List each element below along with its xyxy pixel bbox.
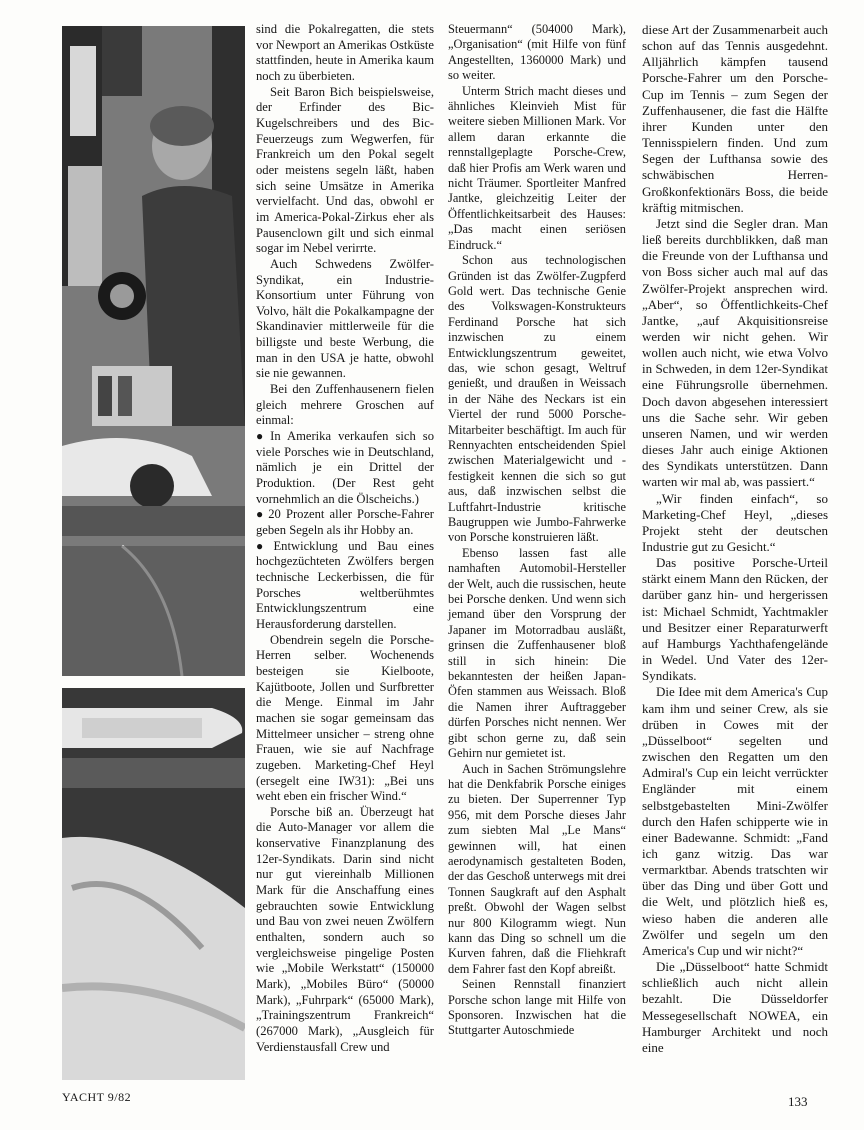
bullet-icon: ● bbox=[256, 538, 271, 553]
paragraph bbox=[448, 253, 626, 546]
paragraph-text: sind die Pokalregatten, die stets vor Newport an Amerikas Ostküste stattfinden, heute in Amerika kaum noch zu überbieten. bbox=[256, 22, 434, 83]
paragraph bbox=[642, 684, 828, 959]
paragraph-text: Auch in Sachen Strömungslehre hat die Denkfabrik Porsche einiges zu bieten. Der Superrenner Typ 956, mit dem Porsche dieses Jahr zum siebten Mal „Le Mans“ gewinnen will, hat einen aerodynamisch gestalteten Boden, der das Geschoß unterwegs mit drei Tonnen Saugkraft auf den Asphalt preßt. Obwohl der Wagen selbst nur 800 Kilogramm wiegt. Nun kann das Ding so schnell um die Kurven fahren, daß die Fliehkraft dem Fahrer fast den Kopf abreißt. bbox=[448, 761, 626, 976]
continued-paragraph bbox=[256, 22, 434, 85]
article-column-2 bbox=[448, 22, 626, 1039]
paragraph-text: Auch Schwedens Zwölfer-Syndikat, ein Industrie-Konsortium unter Führung von Volvo, hält die Pokalkampagne der Skandinavier mittlerweile für die billigste und beste Werbung, die man in den USA je hatte, obwohl sie nie gewannen. bbox=[256, 256, 434, 381]
paragraph-text: Obendrein segeln die Porsche-Herren selber. Wochenends besteigen sie Kielboote, Kajütboote, Jollen und Surfbretter die Menge. Einmal im Jahr machen sie sogar gemeinsam das Mittelmeer unsicher – streng ohne Frauen, wie sie auf Nachfrage zugeben. Marketing-Chef Heyl (ersegelt eine IW31): „Bei uns weht eben ein frischer Wind.“ bbox=[256, 632, 434, 804]
paragraph-text: Seinen Rennstall finanziert Porsche schon lange mit Hilfe von Sponsoren. Inzwischen hat die Stuttgarter Autoschmiede bbox=[448, 977, 626, 1038]
bullet-item bbox=[256, 507, 434, 538]
issue-label: YACHT 9/82 bbox=[62, 1090, 132, 1104]
workshop-photo bbox=[62, 26, 245, 676]
paragraph-text: Die „Düsselboot“ hatte Schmidt schließlich auch nicht allein bezahlt. Die Düsseldorfer Messegesellschaft NOWEA, ein Hamburger Architekt und noch eine bbox=[642, 959, 828, 1055]
continued-paragraph bbox=[642, 22, 828, 216]
paragraph-text: Porsche biß an. Überzeugt hat die Auto-Manager vor allem die konservative Finanzplanung des 12er-Syndikats. Darin sind nicht nur gut viereinhalb Millionen Mark für die Anschaffung eines gebrauchten sowie Entwicklung und Bau von zwei neuen Zwölfern enthalten, sondern auch so vergleichsweise pingelige Posten wie „Mobile Werkstatt“ (150000 Mark), „Mobiles Büro“ (50000 Mark), „Fuhrpark“ (65000 Mark), „Trainingszentrum Frankreich“ (267000 Mark), „Ausgleich für Verdienstausfall Crew und bbox=[256, 804, 434, 1054]
paragraph-text: In Amerika verkaufen sich so viele Porsches wie in Deutschland, nämlich je ein Drittel der Produktion. (Der Rest geht vornehmlich an die Ölscheichs.) bbox=[256, 429, 435, 506]
paragraph bbox=[642, 959, 828, 1056]
page-number: 133 bbox=[788, 1094, 808, 1109]
bullet-icon: ● bbox=[256, 429, 268, 444]
paragraph-text: 20 Prozent aller Porsche-Fahrer geben Segeln als ihr Hobby an. bbox=[256, 507, 434, 537]
continued-paragraph bbox=[448, 22, 626, 84]
paragraph bbox=[256, 257, 434, 382]
paragraph bbox=[448, 762, 626, 978]
paragraph-text: Steuermann“ (504000 Mark), „Organisation“ (mit Hilfe von fünf Angestellten, 1360000 Mark) und so weiter. bbox=[448, 22, 626, 83]
paragraph-text: Unterm Strich macht dieses und ähnliches Kleinvieh Mist für weitere sieben Millionen Mark. Vor allem daran erkannte die rennstallgeplagte Porsche-Crew, daß hier Profis am Werk waren und nicht Träumer. Sportleiter Manfred Jantke, gleichzeitig Leiter der Öffentlichkeitsarbeit des Hauses: „Das macht einen seriösen Eindruck.“ bbox=[448, 83, 626, 252]
paragraph-text: Seit Baron Bich beispielsweise, der Erfinder des Bic-Kugelschreibers und des Bic-Feuerzeugs zum Wegwerfen, für Frankreich um den Pokal segelt oder meistens segeln läßt, haben sich seine Umsätze in Amerika vervielfacht. Und das, obwohl er im America-Pokal-Zirkus eher als Pausenclown gilt und sich einmal sogar im Nebel verirrte. bbox=[256, 84, 434, 256]
paragraph bbox=[256, 85, 434, 257]
paragraph bbox=[256, 805, 434, 1056]
paragraph bbox=[448, 977, 626, 1039]
paragraph-text: Jetzt sind die Segler dran. Man ließ bereits durchblikken, daß man die Freunde von der Lufthansa und von Boss sicher auch mal auf das Zwölfer-Projekt ansprechen wird. „Aber“, so Öffentlichkeits-Chef Jantke, „auf Akquisitionsreise werden wir nicht gehen. Wir wollen auch nicht, wie etwa Volvo in Schweden, in dem 12er-Syndikat eine Führungsrolle übernehmen. Doch davon abgesehen interessiert uns die Sache sehr. Wir geben unseren Namen, und wir werden dieses Jahr auch einige Aktionen des Syndikats unterstützen. Dann warten wir mal ab, was passiert.“ bbox=[642, 215, 828, 490]
paragraph bbox=[642, 491, 828, 556]
paragraph-text: Bei den Zuffenhausenern fielen gleich mehrere Groschen auf einmal: bbox=[256, 382, 434, 428]
bullet-icon: ● bbox=[256, 507, 266, 522]
paragraph-text: Das positive Porsche-Urteil stärkt einem Mann den Rücken, der darüber ganz hin- und hergerissen ist: Michael Schmidt, Yachtmakler und Besitzer einer Reparaturwerft auf Hamburgs Yachthafengelände in Wedel. Und Vater des 12er-Syndikats. bbox=[642, 555, 828, 684]
article-column-3 bbox=[642, 22, 828, 1056]
paragraph-text: diese Art der Zusammenarbeit auch schon auf das Tennis ausgedehnt. Alljährlich kämpfen tausend Porsche-Fahrer um den Porsche-Cup im Tennis – zum Segen der Zuffenhausener, die fast die Hälfte ihrer Kunden unter den Tennisspielern finden. Und zum Segen der Lufthansa sowie des schwäbischen Herren-Großkonfektionärs Boss, die beide kräftig mitmischen. bbox=[642, 22, 828, 215]
paragraph-text: Die Idee mit dem America's Cup kam ihm und seiner Crew, als sie drüben in Cowes mit der „Düsselboot“ segelten und zwischen den Regatten um den Admiral's Cup ein leicht verrückter Engländer mit einem selbstgebastelten Mini-Zwölfer durch den Hafen schipperte wie in einer Badewanne. Schmidt: „Fand ich ganz witzig. Das war vermarktbar. Abends tratschten wir über das Ding und über Gott und die Welt, und plötzlich hieß es, wieso haben die anderen alle Zwölfer und segeln um den America's Cup und wir nicht?“ bbox=[642, 684, 828, 958]
bullet-item bbox=[256, 539, 434, 633]
paragraph bbox=[642, 555, 828, 684]
bullet-item bbox=[256, 429, 434, 507]
paragraph-text: Schon aus technologischen Gründen ist das Zwölfer-Zugpferd Gold wert. Das technische Genie des Volkswagen-Konstrukteurs Ferdinand Porsche hat sich inzwischen zu einem Entwicklungszentrum geweitet, das, wie schon gesagt, Weltruf genießt, und draußen in Weissach in der Nähe des Neckars ist ein Viertel der rund 5000 Porsche-Mitarbeiter beschäftigt. Im auch für Rennyachten entscheidenden Spiel zwischen Materialgewicht und -festigkeit kennen die sich so gut aus, daß inzwischen selbst die Luftfahrt-Industrie kritische Baugruppen wie Jumbo-Fahrwerke von Porsche konstruieren läßt. bbox=[448, 253, 626, 545]
article-column-1 bbox=[256, 22, 434, 1055]
paragraph bbox=[256, 382, 434, 429]
paragraph bbox=[256, 633, 434, 805]
paragraph bbox=[642, 216, 828, 491]
paragraph-text: „Wir finden einfach“, so Marketing-Chef Heyl, „dieses Projekt steht der deutschen Industrie gut zu Gesicht.“ bbox=[642, 490, 828, 554]
paragraph bbox=[448, 546, 626, 762]
hull-model-photo bbox=[62, 688, 245, 1080]
paragraph bbox=[448, 84, 626, 253]
paragraph-text: Entwicklung und Bau eines hochgezüchteten Zwölfers bergen technische Leckerbissen, die für Porsches weltberühmtes Entwicklungszentrum eine Herausforderung darstellen. bbox=[256, 538, 435, 631]
paragraph-text: Ebenso lassen fast alle namhaften Automobil-Hersteller der Welt, auch die russischen, heute bei Porsche denken. Und wenn sich jemand über den Vorsprung der Japaner im Motorradbau ausläßt, grinsen die Zuffenhausener bloß still in sich hinein: Die bekanntesten der heißen Japan-Öfen stammen aus Weissach. Bloß die Namen ihrer Auftraggeber dürfen Porsches nicht nennen. Wer gibt schon gerne zu, daß sein Gehirn nur gemietet ist. bbox=[448, 545, 626, 761]
